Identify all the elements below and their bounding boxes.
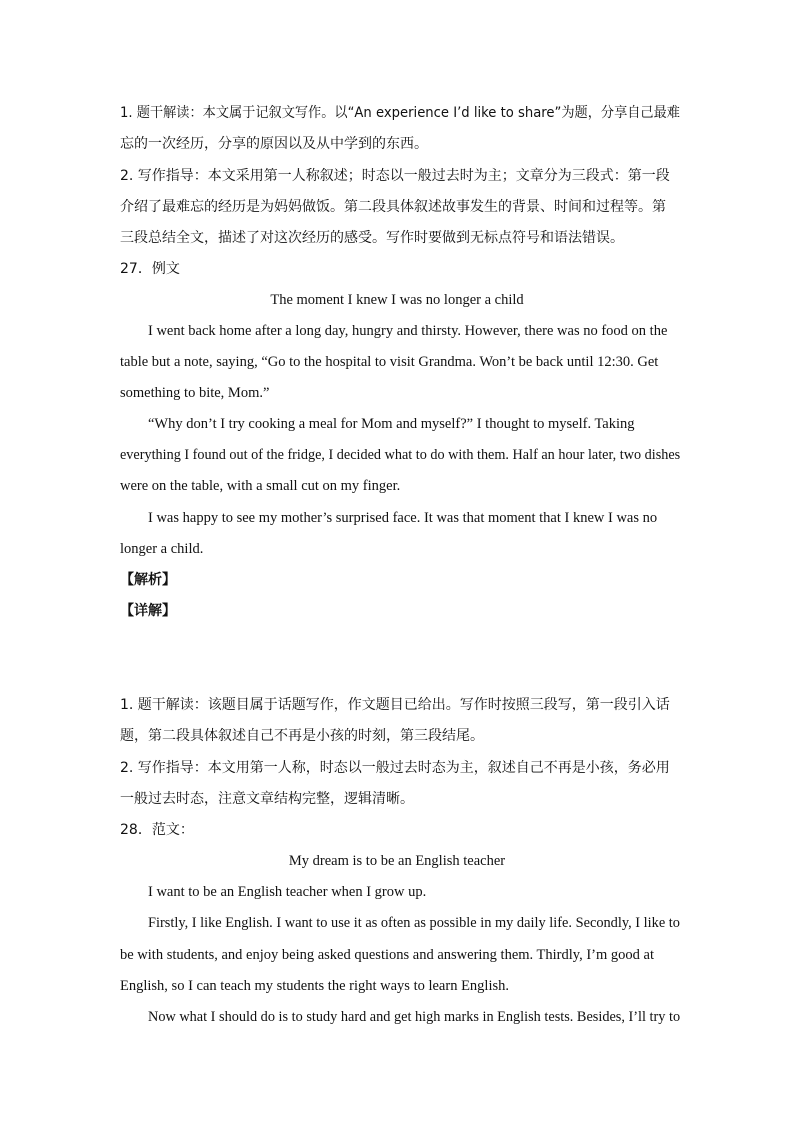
b2-item1-line1: 1. 题干解读：该题目属于话题写作，作文题目已给出。写作时按照三段写，第一段引入话 xyxy=(120,697,670,713)
q28-label: 28．范文： xyxy=(120,822,194,838)
q27-essay-title: The moment I knew I was no longer a child xyxy=(270,292,524,308)
q27-p2-line3: were on the table, with a small cut on my finger. xyxy=(120,478,401,494)
q27-p1-line1: I went back home after a long day, hungry and thirsty. However, there was no food on the xyxy=(148,323,668,339)
q27-label: 27．例文 xyxy=(120,261,180,277)
q27-p2-line1: “Why don’t I try cooking a meal for Mom and myself?” I thought to myself. Taking xyxy=(148,416,635,432)
q28-p2-line1: Firstly, I like English. I want to use it as often as possible in my daily life. Secondly, I like to xyxy=(148,915,680,931)
b1-item2-line3: 三段总结全文，描述了对这次经历的感受。写作时要做到无标点符号和语法错误。 xyxy=(120,230,624,246)
q28-essay-title: My dream is to be an English teacher xyxy=(288,853,506,869)
q28-p1-line1: I want to be an English teacher when I grow up. xyxy=(148,884,427,900)
b1-item1-line1: 1. 题干解读：本文属于记叙文写作。以“An experience I’d like to share”为题，分享自己最难 xyxy=(120,105,680,121)
b1-item1-line2: 忘的一次经历，分享的原因以及从中学到的东西。 xyxy=(120,136,428,152)
q28-p2-line3: English, so I can teach my students the right ways to learn English. xyxy=(120,978,510,994)
b1-item2-line1: 2. 写作指导：本文采用第一人称叙述；时态以一般过去时为主；文章分为三段式：第一段 xyxy=(120,168,670,184)
q27-p1-line3: something to bite, Mom.” xyxy=(120,385,270,401)
q28-p3-line1: Now what I should do is to study hard and get high marks in English tests. Besides, I’ll try to xyxy=(148,1009,681,1025)
q27-analysis-label: 【解析】 xyxy=(120,572,176,588)
q27-p2-line2: everything I found out of the fridge, I decided what to do with them. Half an hour later, two dishes xyxy=(120,447,681,463)
b2-item2-line1: 2. 写作指导：本文用第一人称，时态以一般过去时态为主，叙述自己不再是小孩，务必用 xyxy=(120,760,670,776)
q27-p3-line2: longer a child. xyxy=(120,541,204,557)
q27-p1-line2: table but a note, saying, “Go to the hospital to visit Grandma. Won’t be back until 12:30. Get xyxy=(120,354,659,370)
q27-p3-line1: I was happy to see my mother’s surprised face. It was that moment that I knew I was no xyxy=(148,510,658,526)
q28-p2-line2: be with students, and enjoy being asked questions and answering them. Thirdly, I’m good at xyxy=(120,947,654,963)
b1-item2-line2: 介绍了最难忘的经历是为妈妈做饭。第二段具体叙述故事发生的背景、时间和过程等。第 xyxy=(120,199,666,215)
q27-detail-label: 【详解】 xyxy=(120,603,176,619)
b2-item2-line2: 一般过去时态，注意文章结构完整，逻辑清晰。 xyxy=(120,791,414,807)
b2-item1-line2: 题，第二段具体叙述自己不再是小孩的时刻，第三段结尾。 xyxy=(120,728,484,744)
